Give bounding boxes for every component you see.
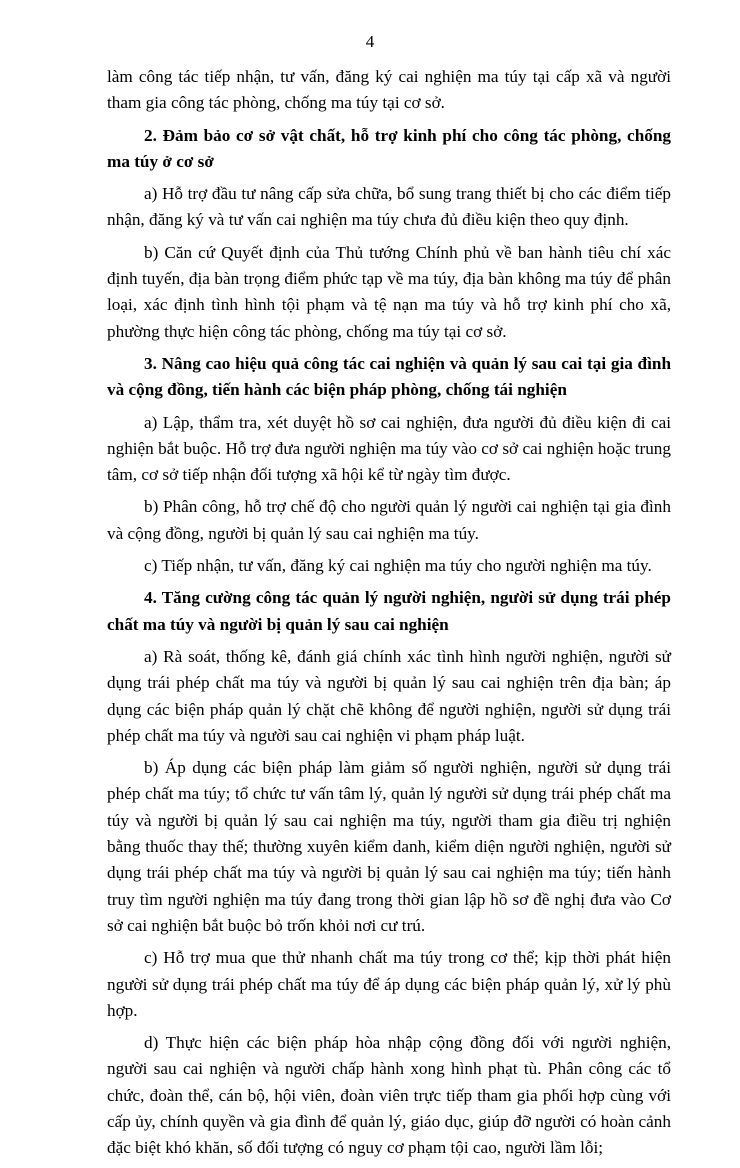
document-body <box>107 64 671 1168</box>
section-heading-2: 2. Đảm bảo cơ sở vật chất, hỗ trợ kinh phí cho công tác phòng, chống ma túy ở cơ sở <box>107 125 671 171</box>
paragraph: a) Hỗ trợ đầu tư nâng cấp sửa chữa, bổ sung trang thiết bị cho các điểm tiếp nhận, đăng ký và tư vấn cai nghiện ma túy chưa đủ điều kiện theo quy định. <box>107 184 671 230</box>
paragraph: làm công tác tiếp nhận, tư vấn, đăng ký cai nghiện ma túy tại cấp xã và người tham gia công tác phòng, chống ma túy tại cơ sở. <box>107 67 671 113</box>
section-heading-4: 4. Tăng cường công tác quản lý người nghiện, người sử dụng trái phép chất ma túy và người bị quản lý sau cai nghiện <box>107 588 671 634</box>
section-heading-3: 3. Nâng cao hiệu quả công tác cai nghiện và quản lý sau cai tại gia đình và cộng đồng, tiến hành các biện pháp phòng, chống tái nghiện <box>107 353 671 400</box>
page-number: 4 <box>365 32 375 51</box>
paragraph: b) Căn cứ Quyết định của Thủ tướng Chính phủ về ban hành tiêu chí xác định tuyến, địa bàn trọng điểm phức tạp về ma túy, địa bàn không ma túy để phân loại, xác định tình hình tội phạm và tệ nạn ma túy và hỗ trợ kinh phí cho xã, phường thực hiện công tác phòng, chống ma túy tại cơ sở. <box>107 242 671 341</box>
paragraph: a) Lập, thẩm tra, xét duyệt hồ sơ cai nghiện, đưa người đủ điều kiện đi cai nghiện bắt buộc. Hỗ trợ đưa người nghiện ma túy vào cơ sở cai nghiện hoặc trung tâm, cơ sở tiếp nhận đối tượng xã hội kể từ ngày tìm được. <box>107 412 671 485</box>
paragraph: c) Tiếp nhận, tư vấn, đăng ký cai nghiện ma túy cho người nghiện ma túy. <box>144 556 652 576</box>
paragraph: a) Rà soát, thống kê, đánh giá chính xác tình hình người nghiện, người sử dụng trái phép chất ma túy và người bị quản lý sau cai nghiện trên địa bàn; áp dụng các biện pháp quản lý chặt chẽ không để người nghiện, người sử dụng trái phép chất ma túy và người sau cai nghiện vi phạm pháp luật. <box>107 646 671 745</box>
paragraph: c) Hỗ trợ mua que thử nhanh chất ma túy trong cơ thể; kịp thời phát hiện người sử dụng trái phép chất ma túy để áp dụng các biện pháp quản lý, xử lý phù hợp. <box>107 948 671 1020</box>
paragraph: d) Thực hiện các biện pháp hòa nhập cộng đồng đối với người nghiện, người sau cai nghiện và người chấp hành xong hình phạt tù. Phân công các tổ chức, đoàn thể, cán bộ, hội viên, đoàn viên trực tiếp tham gia phối hợp cùng với cấp ủy, chính quyền và gia đình để quản lý, giáo dục, giúp đỡ người có hoàn cảnh đặc biệt khó khăn, số đối tượng có nguy cơ phạm tội cao, người lầm lỗi; <box>107 1033 671 1158</box>
paragraph: b) Phân công, hỗ trợ chế độ cho người quản lý người cai nghiện tại gia đình và cộng đồng, người bị quản lý sau cai nghiện ma túy. <box>107 497 671 543</box>
paragraph: b) Áp dụng các biện pháp làm giảm số người nghiện, người sử dụng trái phép chất ma túy; tổ chức tư vấn tâm lý, quản lý người sử dụng trái phép chất ma túy và người bị quản lý sau cai nghiện ma túy, người tham gia điều trị nghiện bằng thuốc thay thế; thường xuyên kiểm danh, kiểm diện người nghiện, người sử dụng trái phép chất ma túy và người bị quản lý sau cai nghiện ma túy; tiến hành truy tìm người nghiện ma túy đang trong thời gian lập hồ sơ đề nghị đưa vào Cơ sở cai nghiện bắt buộc bỏ trốn khỏi nơi cư trú. <box>107 758 671 935</box>
